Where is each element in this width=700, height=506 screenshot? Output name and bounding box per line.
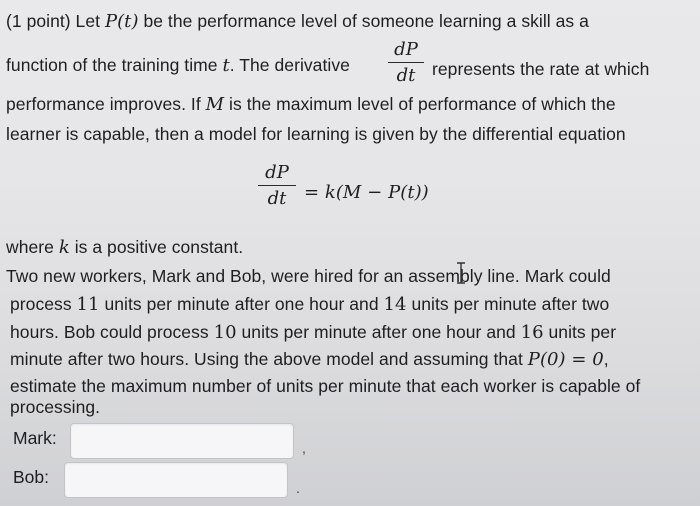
- bob-label: Bob:: [13, 467, 49, 487]
- fraction-denominator: dt: [396, 65, 416, 87]
- math-M: M: [205, 94, 225, 115]
- text-segment: function of the training time: [6, 55, 223, 75]
- mark-answer-input[interactable]: [70, 423, 294, 459]
- problem-line-4: [6, 124, 626, 145]
- problem-line-10: [10, 376, 640, 397]
- math-equation: = k(M − P(t)): [304, 182, 429, 203]
- text-segment: represents the rate at which: [432, 59, 650, 79]
- problem-line-8: [10, 322, 616, 343]
- fraction-numerator: dP: [265, 162, 289, 183]
- problem-line-9: [10, 349, 609, 370]
- text-segment: is a positive constant.: [69, 237, 244, 257]
- problem-line-2: [6, 55, 350, 76]
- text-segment: units per minute after two: [406, 294, 610, 314]
- math-number: 14: [383, 294, 407, 315]
- problem-line-6: [6, 266, 611, 287]
- text-segment: minute after two hours. Using the above model and assuming that: [10, 349, 528, 369]
- text-segment: . The derivative: [229, 55, 350, 75]
- bob-punctuation: .: [296, 480, 300, 496]
- text-segment: units per minute after one hour and: [236, 322, 521, 342]
- problem-line-2-suffix: [432, 59, 649, 80]
- text-segment: performance improves. If: [6, 94, 206, 114]
- mark-punctuation: ,: [302, 440, 306, 456]
- equation-fraction: [258, 163, 296, 209]
- fraction-denominator: dt: [267, 188, 287, 210]
- text-segment: Two new workers, Mark and Bob, were hired for an assembly line. Mark could: [6, 266, 611, 286]
- text-segment: be the performance level of someone learning a skill as a: [138, 11, 589, 31]
- problem-line-3: [6, 94, 616, 115]
- text-segment: process: [10, 294, 77, 314]
- math-number: 11: [76, 294, 100, 315]
- mark-label: Mark:: [13, 428, 57, 448]
- fraction-numerator: dP: [394, 39, 418, 60]
- text-segment: ,: [603, 349, 609, 369]
- text-segment: processing.: [10, 397, 101, 417]
- problem-line-1: [6, 11, 589, 32]
- derivative-fraction-inline: [388, 40, 424, 86]
- text-segment: learner is capable, then a model for learning is given by the differential equation: [6, 124, 626, 144]
- math-P-of-t: P(t): [104, 11, 139, 32]
- text-segment: is the maximum level of performance of which the: [224, 94, 616, 114]
- text-segment: where: [6, 237, 59, 257]
- text-cursor-icon: [455, 262, 467, 284]
- problem-line-5: [6, 237, 243, 258]
- math-initial-condition: P(0) = 0: [527, 349, 604, 370]
- fraction-bar: [258, 185, 296, 186]
- math-t: t: [222, 55, 230, 76]
- text-segment: estimate the maximum number of units per minute that each worker is capable of: [10, 376, 641, 396]
- problem-line-11: [10, 397, 100, 418]
- bob-answer-input[interactable]: [64, 462, 288, 498]
- equation-rhs: [304, 182, 429, 203]
- text-segment: hours. Bob could process: [10, 322, 214, 342]
- problem-line-7: [10, 294, 609, 315]
- text-segment: (1 point) Let: [6, 11, 105, 31]
- math-k: k: [58, 237, 70, 258]
- text-segment: units per: [543, 322, 617, 342]
- math-number: 16: [520, 322, 544, 343]
- text-segment: units per minute after one hour and: [99, 294, 384, 314]
- fraction-bar: [388, 62, 424, 63]
- math-number: 10: [213, 322, 237, 343]
